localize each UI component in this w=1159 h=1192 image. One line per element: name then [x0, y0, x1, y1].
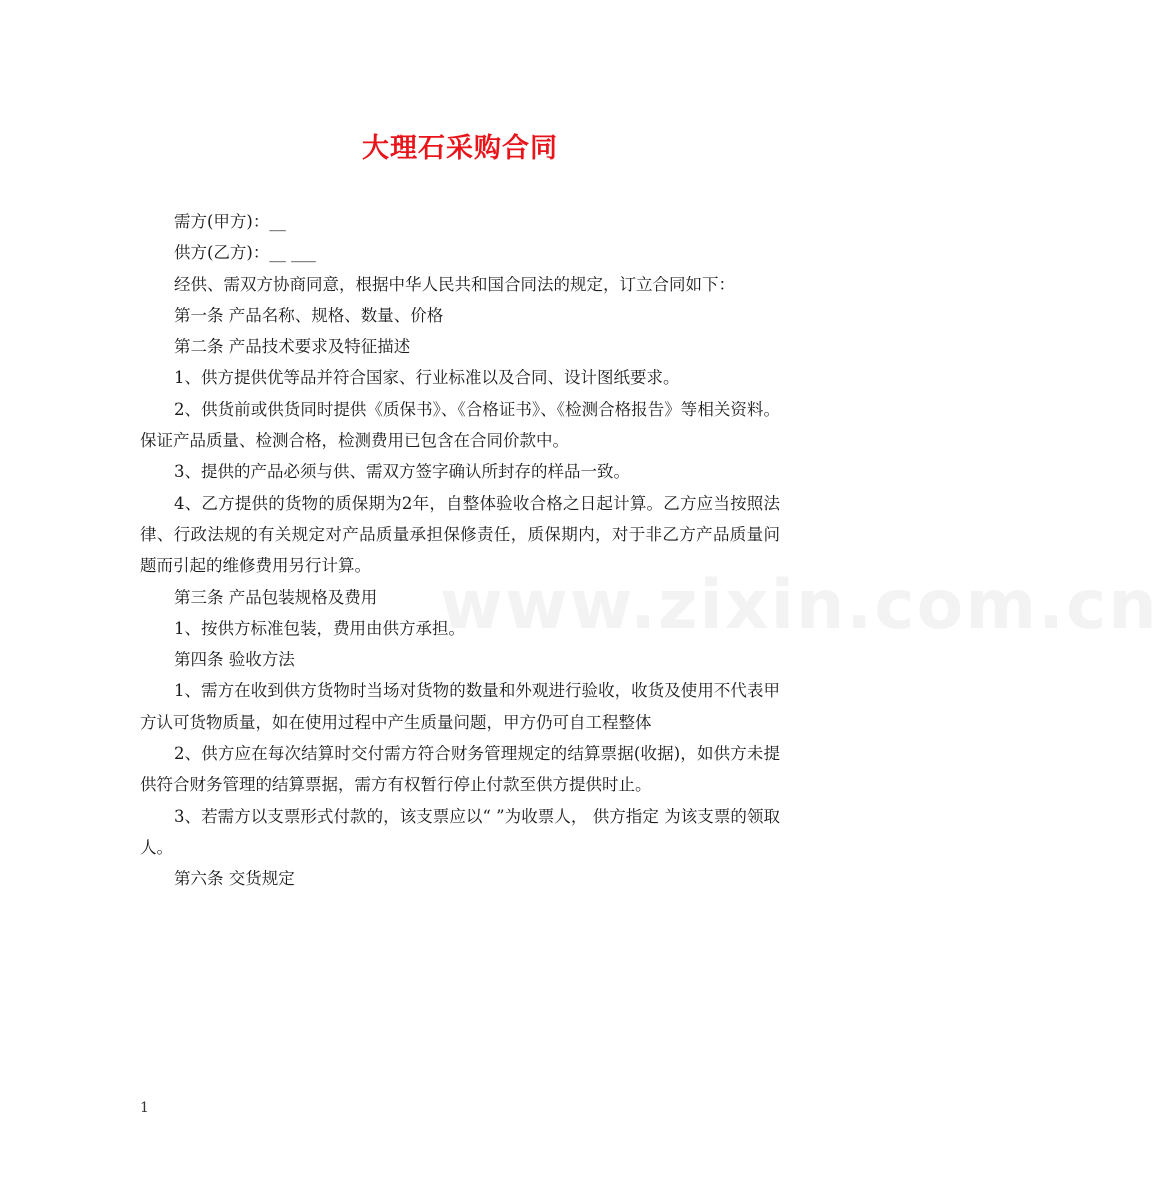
- document-body: [140, 206, 780, 895]
- article-3-item-1: 1、按供方标准包装，费用由供方承担。: [174, 618, 465, 638]
- article-2-item-2: 2、供货前或供货同时提供《质保书》、《合格证书》、《检测合格报告》等相关资料。保证产品质量、检测合格，检测费用已包含在合同价款中。: [140, 399, 780, 451]
- article-2-item-4: 4、乙方提供的货物的质保期为2年，自整体验收合格之日起计算。乙方应当按照法律、行政法规的有关规定对产品质量承担保修责任，质保期内，对于非乙方产品质量问题而引起的维修费用另行计算。: [140, 493, 780, 576]
- document-title: 大理石采购合同: [362, 133, 558, 164]
- party-b-line: 供方(乙方)：__ ___: [174, 243, 316, 263]
- party-a-line: 需方(甲方)：__: [174, 212, 286, 231]
- article-2-item-1: 1、供方提供优等品并符合国家、行业标准以及合同、设计图纸要求。: [174, 368, 680, 388]
- article-2-heading: 第二条 产品技术要求及特征描述: [174, 337, 411, 357]
- article-4-heading: 第四条 验收方法: [174, 650, 295, 670]
- watermark: www.zixin.com.cn: [440, 566, 1159, 645]
- page-number: 1: [140, 1100, 149, 1116]
- article-4-item-1: 1、需方在收到供方货物时当场对货物的数量和外观进行验收，收货及使用不代表甲方认可货物质量，如在使用过程中产生质量问题，甲方仍可自工程整体: [140, 681, 780, 732]
- article-2-item-3: 3、提供的产品必须与供、需双方签字确认所封存的样品一致。: [174, 462, 630, 482]
- article-1-heading: 第一条 产品名称、规格、数量、价格: [174, 305, 444, 325]
- article-6-heading: 第六条 交货规定: [174, 869, 295, 889]
- article-4-item-3: 3、若需方以支票形式付款的，该支票应以“ ”为收票人， 供方指定 为该支票的领取人。: [140, 806, 780, 857]
- preamble-paragraph: 经供、需双方协商同意，根据中华人民共和国合同法的规定，订立合同如下：: [174, 274, 735, 294]
- article-3-heading: 第三条 产品包装规格及费用: [174, 587, 378, 607]
- article-4-item-2: 2、供方应在每次结算时交付需方符合财务管理规定的结算票据(收据)，如供方未提供符合财务管理的结算票据，需方有权暂行停止付款至供方提供时止。: [140, 744, 780, 795]
